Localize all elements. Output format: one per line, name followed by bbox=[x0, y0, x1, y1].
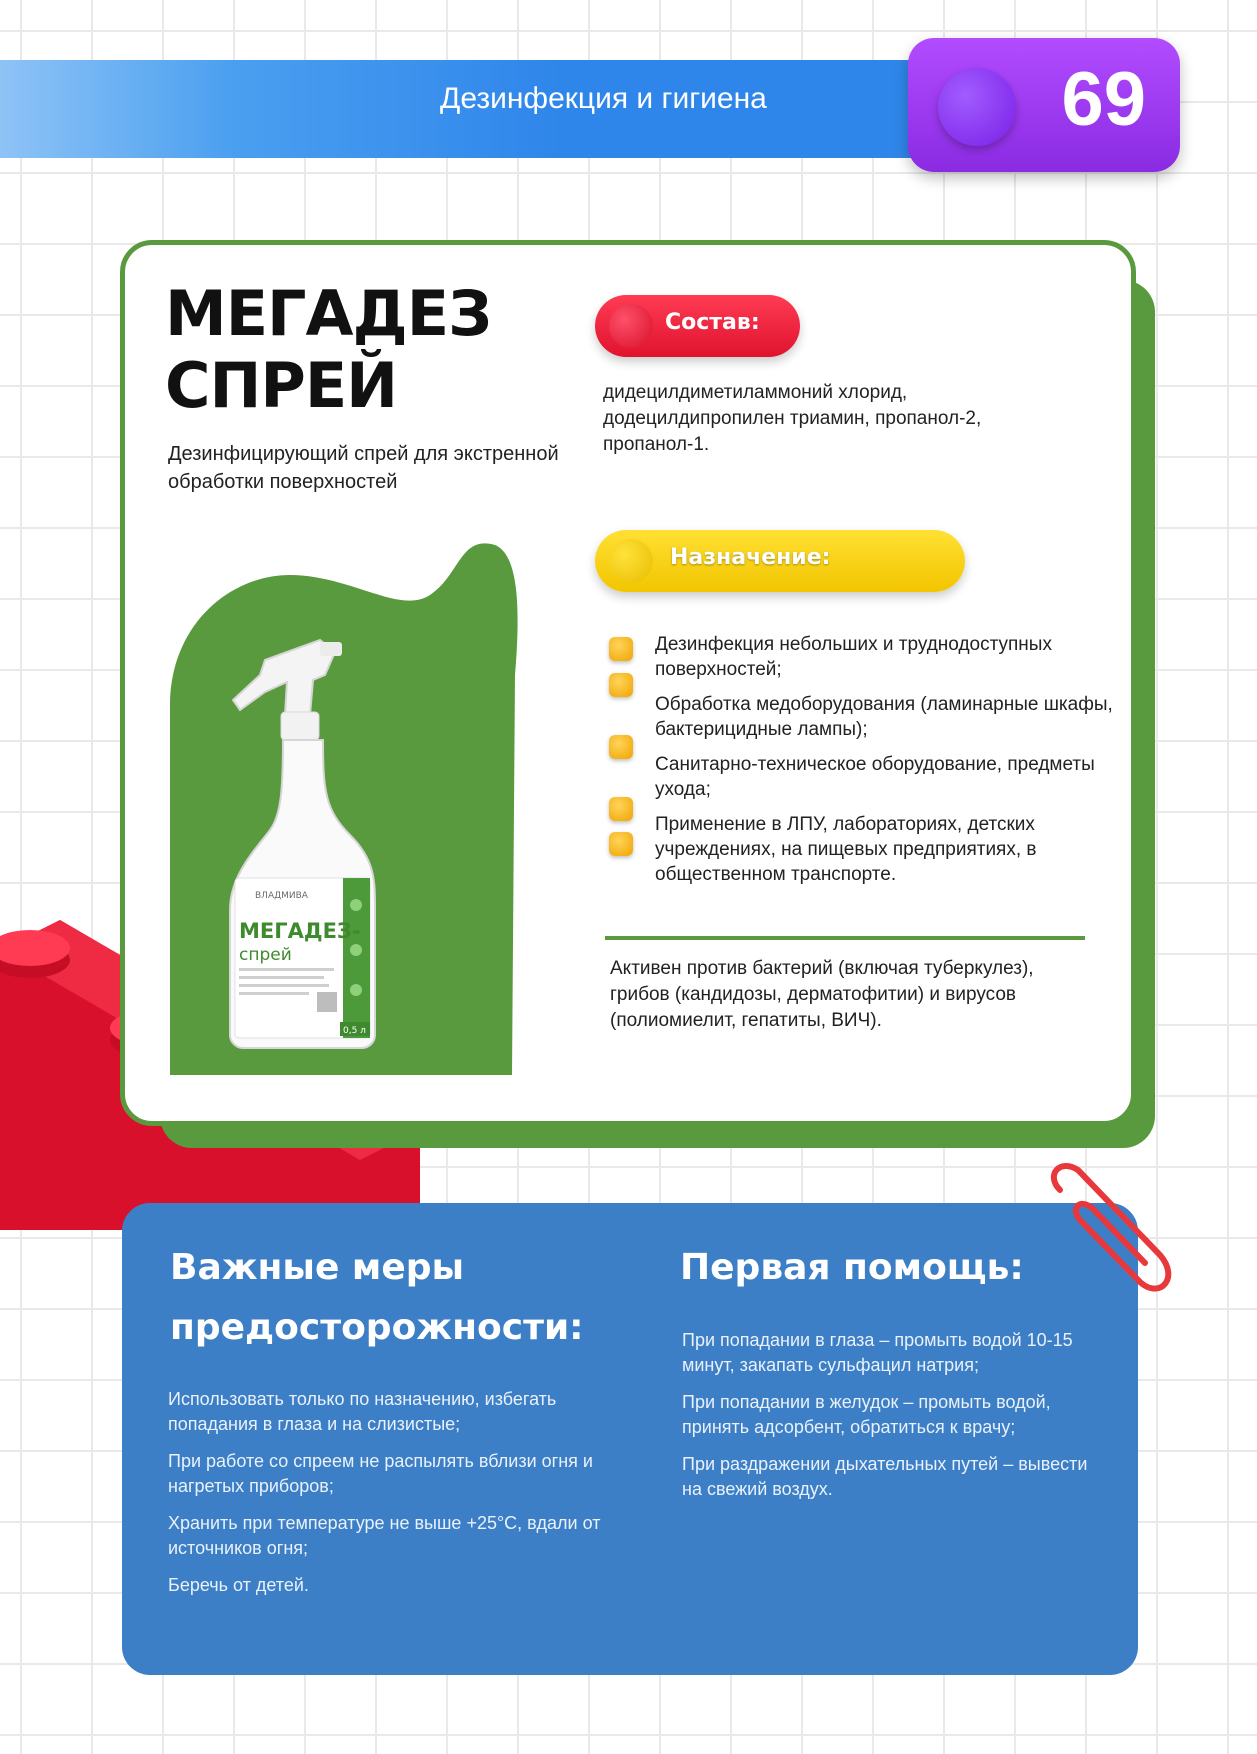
brick-stud-icon bbox=[938, 68, 1016, 146]
first-aid-heading: Первая помощь: bbox=[680, 1247, 1024, 1288]
paper-clip-icon bbox=[1040, 1160, 1190, 1320]
precaution-item: При работе со спреем не распылять вблизи огня и нагретых приборов; bbox=[168, 1451, 593, 1496]
precaution-item: Беречь от детей. bbox=[168, 1575, 309, 1595]
bottle-name-line2: спрей bbox=[239, 945, 292, 965]
precautions-list bbox=[168, 1387, 628, 1610]
precaution-item: Использовать только по назначению, избегать попадания в глаза и на слизистые; bbox=[168, 1389, 557, 1434]
purpose-pill bbox=[595, 530, 965, 592]
product-title-line1: МЕГАДЕЗ bbox=[165, 277, 492, 350]
page-number-badge bbox=[908, 38, 1180, 172]
composition-label: Состав: bbox=[665, 310, 760, 335]
product-title bbox=[165, 278, 605, 422]
bottle-brand: ВЛАДМИВА bbox=[255, 891, 308, 901]
pill-knob-icon bbox=[609, 539, 653, 583]
purpose-list bbox=[605, 632, 1125, 897]
precautions-heading-line2: предосторожности: bbox=[170, 1307, 584, 1348]
purpose-item: Применение в ЛПУ, лабораториях, детских учреждениях, на пищевых предприятиях, в общественном транспорте. bbox=[655, 814, 1037, 885]
first-aid-item: При попадании в глаза – промыть водой 10-15 минут, закапать сульфацил натрия; bbox=[682, 1330, 1073, 1375]
section-title: Дезинфекция и гигиена bbox=[440, 82, 767, 115]
purpose-item: Дезинфекция небольших и труднодоступных поверхностей; bbox=[655, 634, 1052, 680]
divider-line bbox=[605, 936, 1085, 940]
composition-text: дидецилдиметиламмоний хлорид, додецилдипропилен триамин, пропанол-2, пропанол-1. bbox=[603, 382, 982, 455]
precaution-item: Хранить при температуре не выше +25°С, вдали от источников огня; bbox=[168, 1513, 601, 1558]
bottle-name-line1: МЕГАДЕЗ- bbox=[239, 919, 361, 943]
precautions-heading bbox=[170, 1238, 650, 1358]
composition-pill bbox=[595, 295, 800, 357]
bottle-volume: 0,5 л bbox=[343, 1026, 366, 1036]
purpose-label: Назначение: bbox=[670, 545, 831, 570]
first-aid-item: При раздражении дыхательных путей – вывести на свежий воздух. bbox=[682, 1454, 1088, 1499]
product-subtitle: Дезинфицирующий спрей для экстренной обработки поверхностей bbox=[168, 443, 559, 493]
purpose-item: Санитарно-техническое оборудование, предметы ухода; bbox=[655, 754, 1095, 800]
precautions-heading-line1: Важные меры bbox=[170, 1247, 465, 1288]
product-title-line2: СПРЕЙ bbox=[165, 349, 398, 422]
pill-knob-icon bbox=[609, 304, 653, 348]
page-number: 69 bbox=[1061, 57, 1146, 142]
purpose-item: Обработка медоборудования (ламинарные шкафы, бактерицидные лампы); bbox=[655, 694, 1113, 740]
spray-bottle-image bbox=[225, 620, 395, 1050]
first-aid-list bbox=[682, 1328, 1102, 1514]
first-aid-item: При попадании в желудок – промыть водой, принять адсорбент, обратиться к врачу; bbox=[682, 1392, 1051, 1437]
activity-text: Активен против бактерий (включая туберкулез), грибов (кандидозы, дерматофитии) и вирусов (полиомиелит, гепатиты, ВИЧ). bbox=[610, 958, 1034, 1031]
